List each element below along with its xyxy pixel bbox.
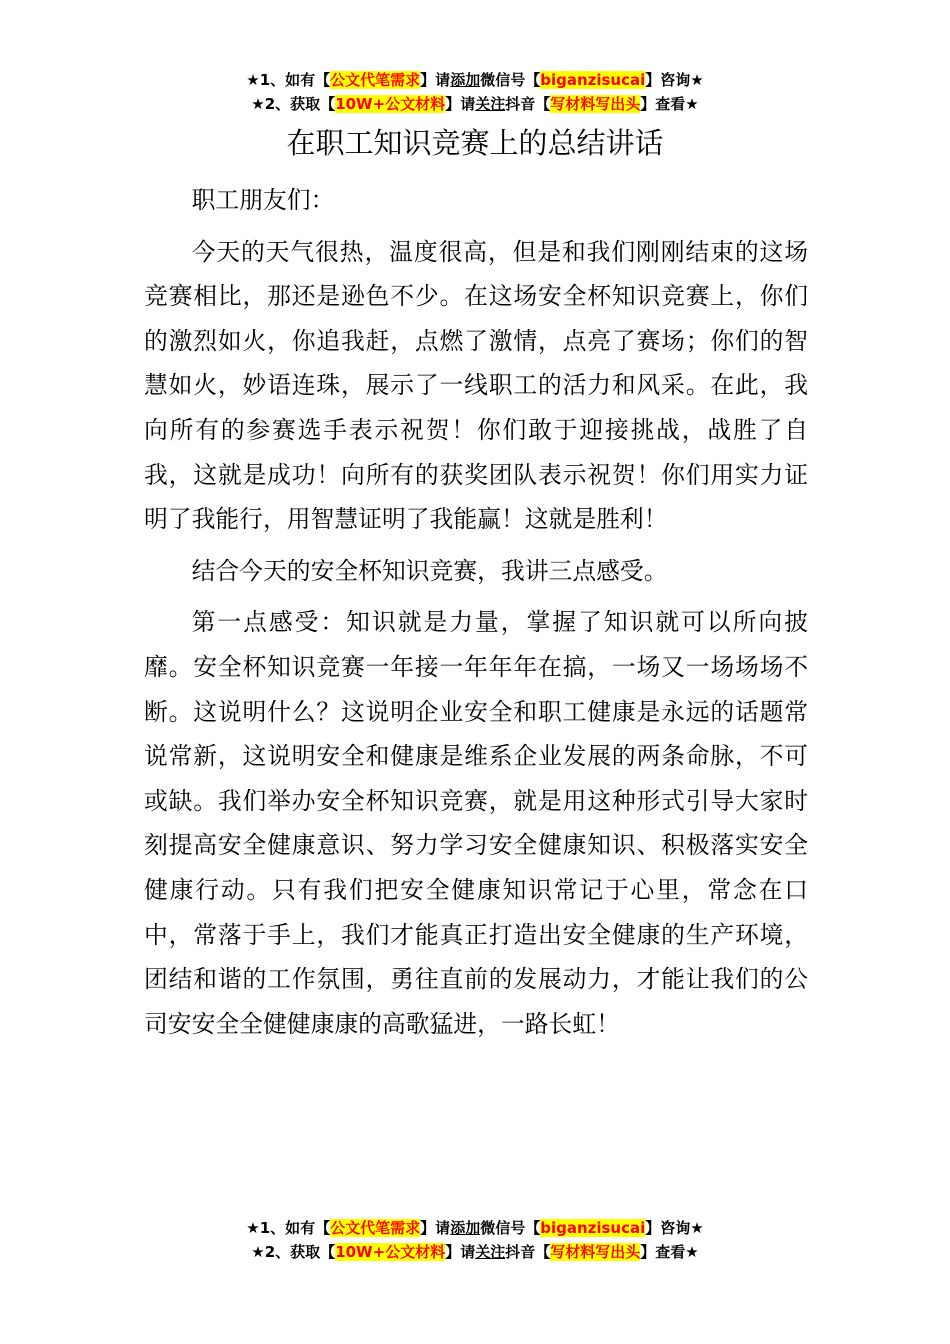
banner-text: 】查看★ xyxy=(640,95,699,113)
footer-banner xyxy=(0,1216,950,1264)
banner-text: 】咨询★ xyxy=(645,1219,704,1237)
banner-text: 抖音【 xyxy=(505,95,551,113)
banner-underlined: 添加 xyxy=(450,1219,481,1237)
banner-underlined: 关注 xyxy=(475,95,506,113)
banner-line-1 xyxy=(0,68,950,92)
banner-text: ★1、如有【 xyxy=(246,71,331,89)
body-paragraph: 第一点感受：知识就是力量，掌握了知识就可以所向披靡。安全杯知识竞赛一年接一年年年在搞，一场又一场场场不断。这说明什么？这说明企业安全和职工健康是永远的话题常说常新，这说明安全和健康是维系企业发展的两条命脉，不可或缺。我们举办安全杯知识竞赛，就是用这种形式引导大家时刻提高安全健康意识、努力学习安全健康知识、积极落实安全健康行动。只有我们把安全健康知识常记于心里，常念在口中，常落于手上，我们才能真正打造出安全健康的生产环境，团结和谐的工作氛围，勇往直前的发展动力，才能让我们的公司安安全全健健康康的高歌猛进，一路长虹！ xyxy=(144,608,808,1038)
banner-underlined: 关注 xyxy=(475,1243,506,1261)
banner-line-2 xyxy=(0,1240,950,1264)
banner-text: 】咨询★ xyxy=(645,71,704,89)
banner-highlight: biganzisucai xyxy=(540,1219,646,1237)
banner-underlined: 添加 xyxy=(450,71,481,89)
banner-highlight: 10W+公文材料 xyxy=(335,1243,446,1261)
banner-text: ★1、如有【 xyxy=(246,1219,331,1237)
header-banner xyxy=(0,68,950,116)
banner-line-1 xyxy=(0,1216,950,1240)
document-title: 在职工知识竞赛上的总结讲话 xyxy=(286,126,664,160)
banner-highlight: 公文代笔需求 xyxy=(330,1219,421,1237)
banner-text: ★2、获取【 xyxy=(251,95,336,113)
banner-text: 抖音【 xyxy=(505,1243,551,1261)
banner-highlight: 公文代笔需求 xyxy=(330,71,421,89)
banner-highlight: 10W+公文材料 xyxy=(335,95,446,113)
banner-text: 】请 xyxy=(420,1219,451,1237)
banner-text: 微信号【 xyxy=(480,1219,541,1237)
banner-highlight: biganzisucai xyxy=(540,71,646,89)
banner-highlight: 写材料写出头 xyxy=(550,1243,641,1261)
banner-text: 】请 xyxy=(420,71,451,89)
banner-line-2 xyxy=(0,92,950,116)
salutation: 职工朋友们： xyxy=(191,186,335,214)
body-paragraph: 结合今天的安全杯知识竞赛，我讲三点感受。 xyxy=(191,556,668,585)
banner-text: 】请 xyxy=(445,95,476,113)
document-body xyxy=(144,178,808,1053)
banner-text: 】请 xyxy=(445,1243,476,1261)
banner-text: ★2、获取【 xyxy=(251,1243,336,1261)
banner-text: 】查看★ xyxy=(640,1243,699,1261)
banner-text: 微信号【 xyxy=(480,71,541,89)
banner-highlight: 写材料写出头 xyxy=(550,95,641,113)
body-paragraph: 今天的天气很热，温度很高，但是和我们刚刚结束的这场竞赛相比，那还是逊色不少。在这场安全杯知识竞赛上，你们的激烈如火，你追我赶，点燃了激情，点亮了赛场；你们的智慧如火，妙语连珠，展示了一线职工的活力和风采。在此，我向所有的参赛选手表示祝贺！你们敢于迎接挑战，战胜了自我，这就是成功！向所有的获奖团队表示祝贺！你们用实力证明了我能行，用智慧证明了我能赢！这就是胜利！ xyxy=(144,237,808,534)
